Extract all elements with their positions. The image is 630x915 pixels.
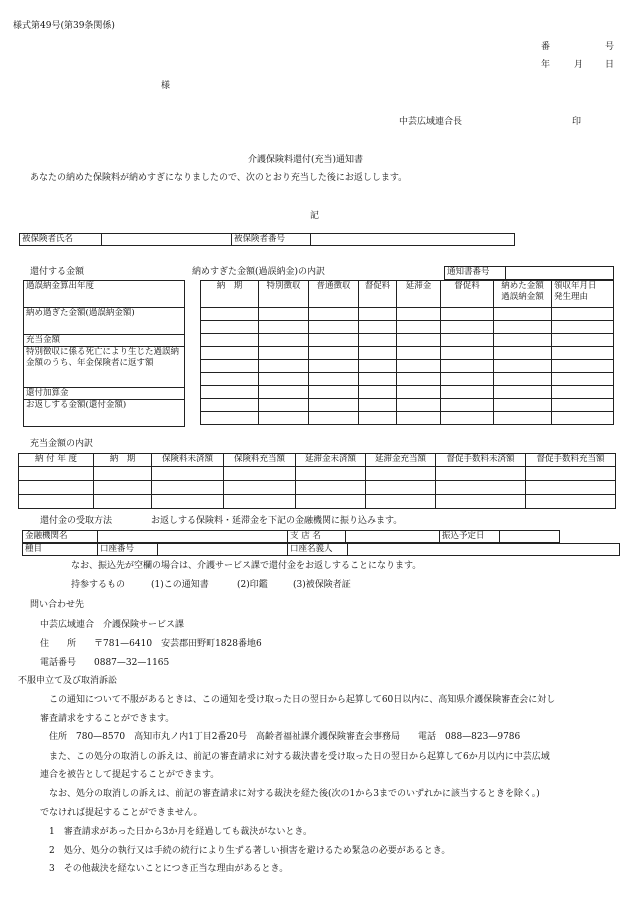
alloc-hdr-premium-allocated: 保険料充当額	[224, 454, 296, 467]
appeal-item-1: 1 審査請求があった日から3か月を経過しても裁決がないとき。	[49, 827, 313, 837]
date-label-year: 年	[541, 60, 551, 70]
bring-item-3: (3)被保険者証	[293, 580, 351, 590]
alloc-hdr-fee-allocated: 督促手数料充当額	[526, 454, 616, 467]
alloc-hdr-late-unpaid: 延滞金未済額	[296, 454, 366, 467]
alloc-hdr-premium-unpaid: 保険料未済額	[152, 454, 224, 467]
account-number-value	[158, 544, 288, 556]
transfer-date-label: 振込予定日	[440, 531, 500, 543]
refund-row-allocated: 充当金額	[24, 335, 185, 347]
insured-number-value	[311, 234, 515, 246]
hdr-paid: 納めた金額	[501, 281, 544, 291]
alloc-hdr-year: 納 付 年 度	[19, 454, 94, 467]
appeal-p3-line2: でなければ提起することができません。	[40, 808, 203, 818]
hdr-receipt-date: 領収年月日	[554, 281, 597, 291]
issuer-name: 中芸広域連合長	[399, 117, 463, 127]
date-label-day: 日	[605, 60, 615, 70]
appeal-item-2: 2 処分、処分の執行又は手続の続行により生ずる著しい損害を避けるため緊急の必要があるとき。	[49, 846, 451, 856]
hdr-dunning: 督促料	[359, 281, 397, 308]
date-label-month: 月	[574, 60, 584, 70]
allocation-heading: 充当金額の内訳	[30, 439, 94, 449]
refund-table	[23, 280, 185, 427]
appeal-p2-line2: 連合を被告として提起することができます。	[40, 770, 220, 780]
hdr-overpaid: 過誤納金額	[501, 292, 544, 302]
account-holder-value	[348, 544, 620, 556]
hdr-special: 特別徴収	[259, 281, 309, 308]
insured-table	[19, 233, 515, 246]
appeal-item-3: 3 その他裁決を経ないことにつき正当な理由があるとき。	[49, 864, 289, 874]
account-number-label: 口座番号	[98, 544, 158, 556]
refund-row-year: 過誤納金算出年度	[24, 281, 185, 308]
bank-name-value	[98, 531, 288, 543]
notice-number-label: 通知書番号	[445, 267, 506, 280]
alloc-hdr-late-allocated: 延滞金充当額	[366, 454, 436, 467]
seal-mark: 印	[572, 117, 582, 127]
notice-number-value	[506, 267, 614, 280]
refund-heading: 還付する金額	[30, 267, 85, 277]
account-holder-label: 口座名義人	[288, 544, 348, 556]
insured-number-label: 被保険者番号	[232, 234, 311, 246]
contact-address-label: 住 所	[40, 639, 77, 649]
contact-phone-label: 電話番号	[40, 658, 77, 668]
blank-note: なお、振込先が空欄の場合は、介護サービス課で還付金をお返しすることになります。	[71, 561, 422, 571]
receipt-method-label: 還付金の受取方法	[40, 516, 113, 526]
contact-address: 〒781—6410 安芸郡田野町1828番地6	[94, 639, 262, 649]
account-table	[22, 543, 620, 556]
appeal-p3-line1: なお、処分の取消しの訴えは、前記の審査請求に対する裁決を経た後(次の1から3までのいずれかに該当するときを除く。)	[49, 789, 540, 799]
hdr-paid-overpaid	[494, 281, 552, 308]
bring-item-1: (1)この通知書	[151, 580, 209, 590]
refund-row-interest: 還付加算金	[24, 388, 185, 400]
allocation-table	[18, 453, 616, 509]
appeal-heading: 不服申立て及び取消訴訟	[18, 676, 118, 686]
hdr-receipt-reason	[552, 281, 614, 308]
refund-row-pension: 特別徴収に係る死亡により生じた過誤納金額のうち、年金保険者に返す額	[24, 347, 185, 388]
addressee-sama: 様	[161, 81, 171, 91]
bank-name-label: 金融機関名	[23, 531, 98, 543]
contact-heading: 問い合わせ先	[30, 600, 85, 610]
appeal-p1-line2: 審査請求をすることができます。	[40, 714, 175, 724]
refund-row-overpaid: 納め過ぎた金額(過誤納金額)	[24, 308, 185, 335]
contact-phone: 0887—32—1165	[94, 658, 170, 668]
transfer-date-value	[500, 531, 560, 543]
receipt-method-text: お返しする保険料・延滞金を下記の金融機関に振り込みます。	[151, 516, 403, 526]
notice-number-table	[444, 266, 614, 280]
hdr-due: 納 期	[201, 281, 259, 308]
appeal-p1-line1: この通知について不服があるときは、この通知を受け取った日の翌日から起算して60日以内に、高知県介護保険審査会に対し	[49, 695, 556, 705]
bring-item-2: (2)印鑑	[237, 580, 268, 590]
overpay-table	[200, 280, 614, 425]
hdr-late-fee: 延滞金	[397, 281, 441, 308]
refund-row-return: お返しする金額(還付金額)	[24, 400, 185, 427]
intro-text: あなたの納めた保険料が納めすぎになりましたので、次のとおり充当した後にお返しします。	[30, 173, 408, 183]
ki-label: 記	[310, 211, 320, 221]
hdr-dunning-2: 督促料	[441, 281, 494, 308]
bring-label: 持参するもの	[71, 580, 126, 590]
alloc-hdr-due: 納 期	[94, 454, 152, 467]
insured-name-label: 被保険者氏名	[20, 234, 102, 246]
hdr-ordinary: 普通徴収	[309, 281, 359, 308]
form-number: 様式第49号(第39条関係)	[13, 21, 115, 31]
appeal-address-line: 住所 780—8570 高知市丸ノ内1丁目2番20号 高齢者福祉課介護保険審査会事務局 電話 088—823—9786	[49, 732, 521, 742]
account-type-label: 種目	[23, 544, 98, 556]
appeal-p2-line1: また、この処分の取消しの訴えは、前記の審査請求に対する裁決書を受け取った日の翌日から起算して6か月以内に中芸広域	[49, 752, 550, 762]
contact-org: 中芸広域連合 介護保険サービス課	[40, 620, 185, 630]
hdr-reason: 発生理由	[554, 292, 589, 302]
insured-name-value	[102, 234, 232, 246]
branch-name-label: 支 店 名	[288, 531, 346, 543]
number-label-ban: 番	[541, 42, 551, 52]
bank-table	[22, 530, 560, 543]
page-title: 介護保険料還付(充当)通知書	[248, 155, 364, 165]
alloc-hdr-fee-unpaid: 督促手数料未済額	[436, 454, 526, 467]
overpay-heading: 納めすぎた金額(過誤納金)の内訳	[192, 267, 326, 277]
number-label-go: 号	[605, 42, 615, 52]
branch-name-value	[346, 531, 440, 543]
